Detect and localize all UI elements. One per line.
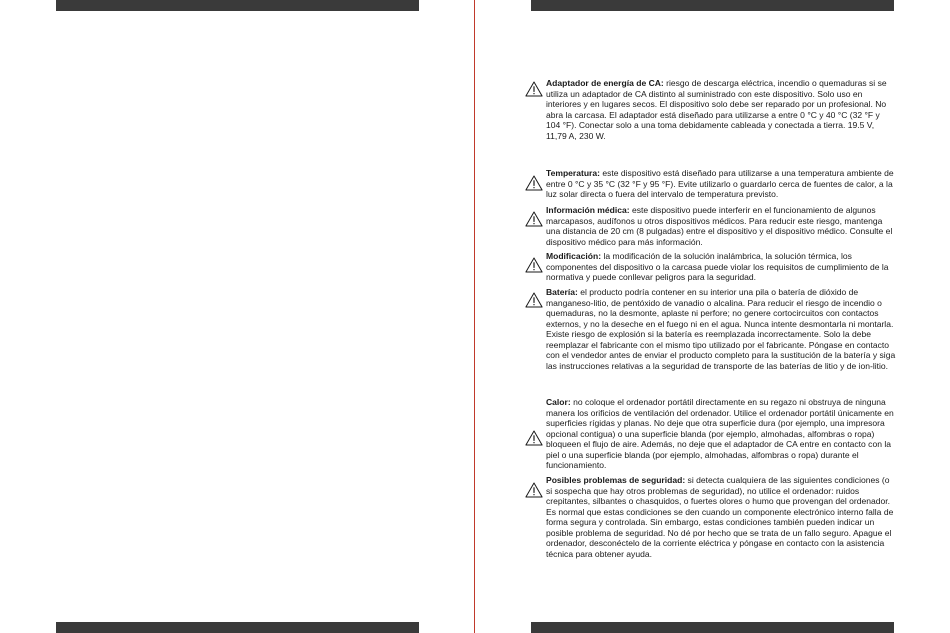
warning-body: si detecta cualquiera de las siguientes condiciones (o si sospecha que hay otros problemas de seguridad), no utilice el ordenador: ruidos crepitantes, silbantes o chasquidos, o fuertes olores o humo que provengan del ordenador. Es normal que estas condiciones se den cuando un componente electrónico interno falla de forma segura y controlada. Sin embargo, estas condiciones también pueden indicar un posible problema de seguridad. No dé por hecho que se trata de un fallo seguro. Apague el ordenador, desconéctelo de la corriente eléctrica y póngase en contacto con la asistencia técnica para obtener ayuda. (546, 475, 894, 559)
warning-triangle-icon (525, 429, 543, 447)
warning-text (546, 397, 896, 471)
page-header-bar-left (56, 0, 419, 11)
warning-triangle-icon (525, 256, 543, 274)
warning-body: el producto podría contener en su interior una pila o batería de dióxido de manganeso-litio, de pentóxido de vanadio o alcalina. Para reducir el riesgo de incendio o quemaduras, no la desmonte, aplaste ni perfore; no genere cortocircuitos con contactos externos, y no la deseche en el fuego ni en el agua. Nunca intente desmontarla ni montarla. Existe riesgo de explosión si la batería es reemplazada incorrectamente. Solo la debe reemplazar el fabricante con el mismo tipo utilizado por el fabricante. Póngase en contacto con el vendedor antes de enviar el producto completo para la sustitución de la batería y siga las instrucciones relativas a la seguridad de transporte de las baterías de litio y de ion-litio. (546, 287, 896, 371)
warning-triangle-icon (525, 174, 543, 192)
warning-text (546, 205, 896, 247)
warning-title: Batería: (546, 287, 578, 297)
warning-body: la modificación de la solución inalámbrica, la solución térmica, los componentes del dispositivo o la carcasa puede violar los requisitos de cumplimiento de la normativa y puede conllevar peligros para la seguridad. (546, 251, 889, 283)
warning-triangle-icon (525, 80, 543, 98)
warning-title: Temperatura: (546, 168, 600, 178)
warning-title: Modificación: (546, 251, 602, 261)
warning-triangle-icon (525, 481, 543, 499)
warning-title: Información médica: (546, 205, 630, 215)
warning-text (546, 475, 896, 559)
warning-body: este dispositivo está diseñado para utilizarse a una temperatura ambiente de entre 0 °C y 35 °C (32 °F y 95 °F). Evite utilizarlo o guardarlo cerca de fuentes de calor, a la luz solar directa o fuera del intervalo de temperatura previsto. (546, 168, 894, 200)
warning-body: este dispositivo puede interferir en el funcionamiento de algunos marcapasos, audífonos u otros dispositivos médicos. Para reducir este riesgo, mantenga una distancia de 20 cm (8 pulgadas) entre el dispositivo y el dispositivo médico. Consulte el dispositivo médico para más información. (546, 205, 893, 247)
warning-text (546, 251, 896, 283)
warning-body: no coloque el ordenador portátil directamente en su regazo ni obstruya de ninguna manera los orificios de ventilación del ordenador. Utilice el ordenador portátil únicamente en superficies rígidas y planas. No deje que otra superficie dura (por ejemplo, una impresora opcional contigua) o una superficie blanda (por ejemplo, almohadas, alfombras o ropa) bloqueen el flujo de aire. Además, no deje que el adaptador de CA entre en contacto con la piel o una superficie blanda (por ejemplo, almohadas, alfombras o ropa) durante el funcionamiento. (546, 397, 894, 471)
warning-title: Posibles problemas de seguridad: (546, 475, 686, 485)
warning-text (546, 168, 896, 200)
warning-text (546, 287, 896, 371)
warning-title: Adaptador de energía de CA: (546, 78, 664, 88)
page-footer-bar-left (56, 622, 419, 633)
warning-title: Calor: (546, 397, 571, 407)
warning-body: riesgo de descarga eléctrica, incendio o quemaduras si se utiliza un adaptador de CA distinto al suministrado con este dispositivo. Solo uso en interiores y en lugares secos. El dispositivo solo debe ser reparado por un profesional. No abra la carcasa. El adaptador está diseñado para utilizarse a entre 0 °C y 40 °C (32 °F y 104 °F). Conectar solo a una toma debidamente cableada y conectada a tierra. 19.5 V, 11,79 A, 230 W. (546, 78, 887, 141)
warning-triangle-icon (525, 210, 543, 228)
page-divider (474, 0, 475, 633)
warning-text (546, 78, 896, 141)
safety-warnings-page (521, 0, 901, 633)
warning-triangle-icon (525, 291, 543, 309)
